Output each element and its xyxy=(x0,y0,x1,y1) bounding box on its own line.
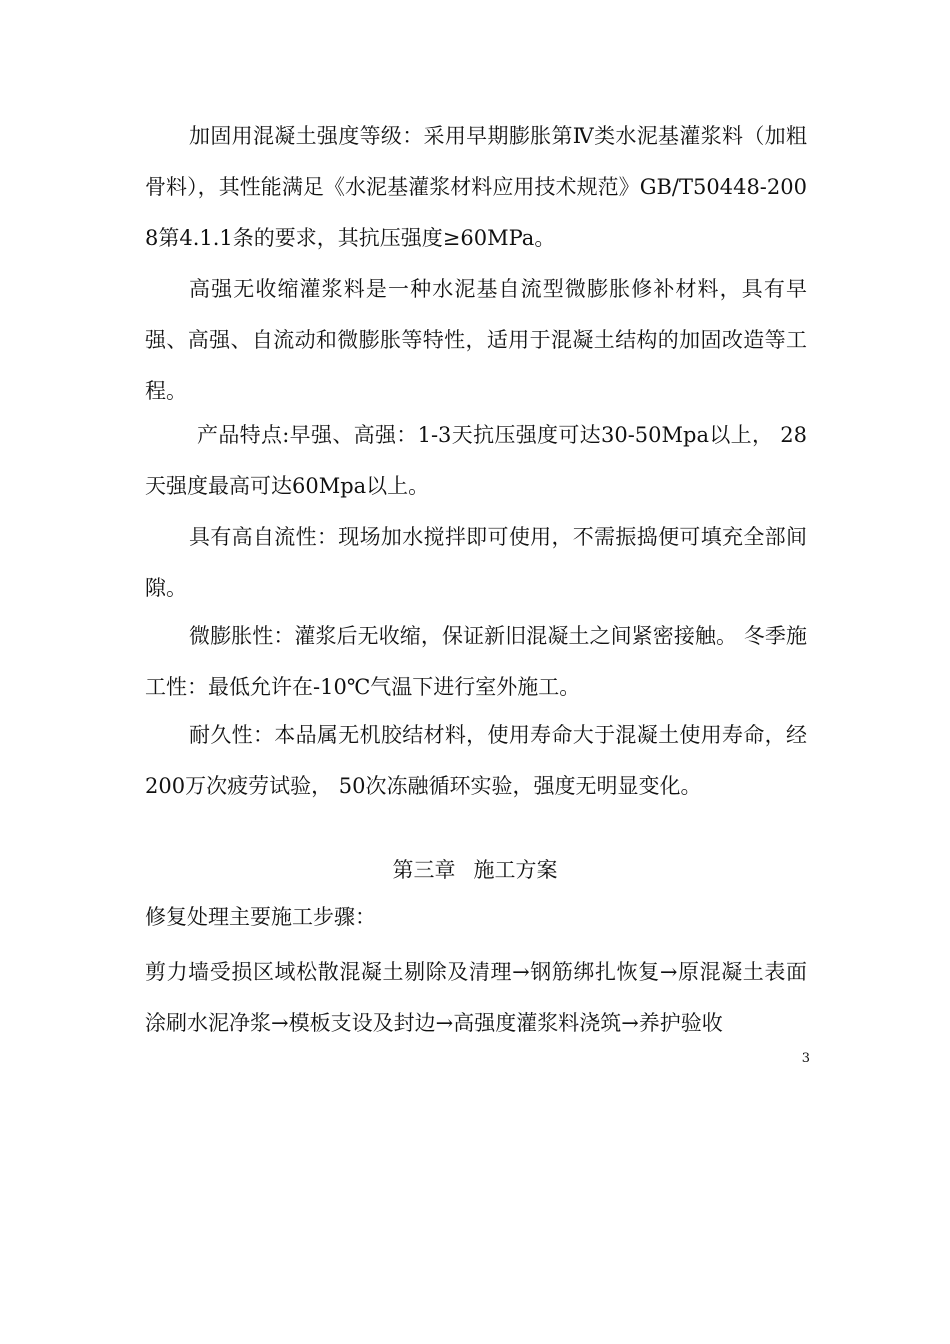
steps-text: 剪力墙受损区域松散混凝土剔除及清理→钢筋绑扎恢复→原混凝土表面涂刷水泥净浆→模板支设及封边→高强度灌浆料浇筑→养护验收 xyxy=(145,960,807,1035)
paragraph-micro-expansion: 微膨胀性：灌浆后无收缩，保证新旧混凝土之间紧密接触。 冬季施工性：最低允许在-10℃气温下进行室外施工。 xyxy=(145,624,807,699)
chapter-heading xyxy=(0,850,950,890)
paragraph-grout-strength: 加固用混凝土强度等级：采用早期膨胀第Ⅳ类水泥基灌浆料（加粗骨料），其性能满足《水泥基灌浆材料应用技术规范》GB/T50448-2008第4.1.1条的要求，其抗压强度≥60MPa。 xyxy=(145,124,807,250)
page-number: 3 xyxy=(801,1051,810,1066)
chapter-number: 第三章 xyxy=(392,858,456,882)
paragraph-durability: 耐久性：本品属无机胶结材料，使用寿命大于混凝土使用寿命，经200万次疲劳试验， 50次冻融循环实验，强度无明显变化。 xyxy=(145,723,807,798)
paragraph-self-flow: 具有高自流性：现场加水搅拌即可使用，不需振捣便可填充全部间隙。 xyxy=(145,525,807,600)
paragraph-grout-description: 高强无收缩灌浆料是一种水泥基自流型微膨胀修补材料，具有早强、高强、自流动和微膨胀等特性，适用于混凝土结构的加固改造等工程。 xyxy=(145,277,807,403)
chapter-title: 施工方案 xyxy=(473,858,558,882)
steps-heading: 修复处理主要施工步骤： xyxy=(145,905,376,929)
paragraph-product-features: 产品特点:早强、高强：1-3天抗压强度可达30-50Mpa以上， 28天强度最高可达60Mpa以上。 xyxy=(145,423,807,498)
